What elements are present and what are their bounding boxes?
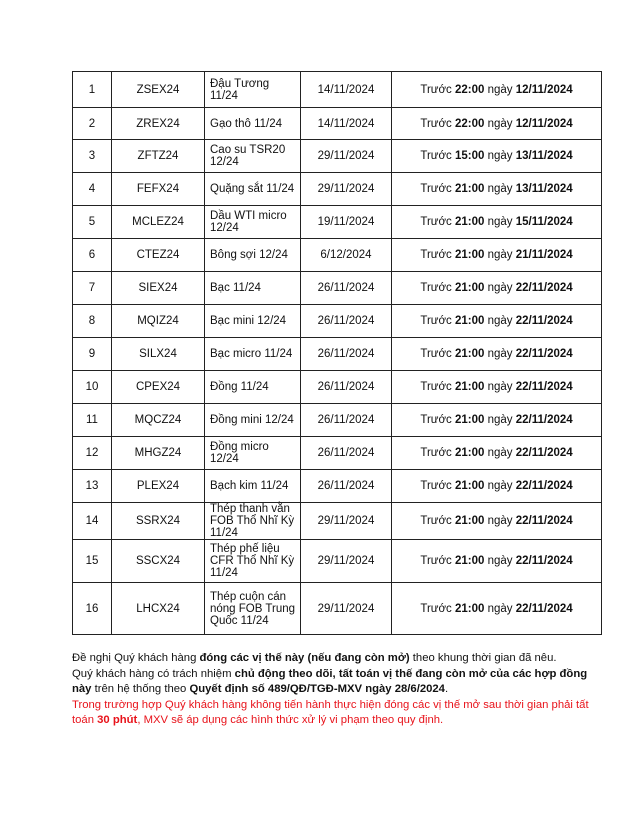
close-deadline: [392, 140, 602, 173]
deadline-prefix: Trước: [420, 150, 452, 162]
table-row: [73, 437, 602, 470]
deadline-day-word: ngày: [487, 282, 513, 294]
last-trading-date: 26/11/2024: [301, 272, 392, 305]
commodity-name: Thép thanh vằn FOB Thổ Nhĩ Kỳ 11/24: [205, 503, 301, 540]
row-number: 5: [73, 206, 112, 239]
note-close-positions: [72, 651, 608, 667]
contract-code: CPEX24: [112, 371, 205, 404]
close-deadline: [392, 503, 602, 540]
last-trading-date: 26/11/2024: [301, 305, 392, 338]
last-trading-date: 29/11/2024: [301, 583, 392, 635]
deadline-prefix: Trước: [420, 447, 452, 459]
row-number: 6: [73, 239, 112, 272]
contract-code: MHGZ24: [112, 437, 205, 470]
deadline-time: 21:00: [454, 249, 485, 261]
table-row: [73, 206, 602, 239]
last-trading-date: 29/11/2024: [301, 140, 392, 173]
note-bold-text: 30 phút: [97, 714, 138, 727]
deadline-date: 22/11/2024: [515, 414, 573, 426]
deadline-date: 13/11/2024: [515, 150, 573, 162]
contract-code: MCLEZ24: [112, 206, 205, 239]
contract-code: ZREX24: [112, 108, 205, 140]
row-number: 12: [73, 437, 112, 470]
deadline-day-word: ngày: [487, 183, 513, 195]
table-row: [73, 503, 602, 540]
deadline-prefix: Trước: [420, 183, 452, 195]
close-deadline: [392, 437, 602, 470]
deadline-time: 21:00: [454, 602, 485, 615]
commodity-name: Đồng mini 12/24: [205, 404, 301, 437]
close-deadline: [392, 338, 602, 371]
contract-code: SSCX24: [112, 540, 205, 583]
note-text: Trong trường hợp Quý khách hàng không tiến hành thực hiện đóng các vị thế mở sau thời gian phải tất toán: [72, 698, 589, 727]
contract-code: ZFTZ24: [112, 140, 205, 173]
row-number: 4: [73, 173, 112, 206]
deadline-day-word: ngày: [487, 515, 513, 527]
deadline-day-word: ngày: [487, 555, 513, 567]
commodity-name: Thép phế liệu CFR Thổ Nhĩ Kỳ 11/24: [205, 540, 301, 583]
notes-section: [72, 651, 608, 729]
deadline-time: 15:00: [454, 150, 485, 162]
row-number: 11: [73, 404, 112, 437]
deadline-date: 22/11/2024: [515, 348, 573, 360]
commodity-name: Bạch kim 11/24: [205, 470, 301, 503]
table-row: [73, 72, 602, 108]
last-trading-date: 14/11/2024: [301, 108, 392, 140]
note-text: trên hệ thống theo: [91, 683, 190, 696]
deadline-day-word: ngày: [487, 414, 513, 426]
table-row: [73, 173, 602, 206]
contract-code: CTEZ24: [112, 239, 205, 272]
commodity-name: Bông sợi 12/24: [205, 239, 301, 272]
deadline-prefix: Trước: [420, 555, 452, 567]
table-row: [73, 540, 602, 583]
close-deadline: [392, 540, 602, 583]
deadline-prefix: Trước: [420, 117, 452, 130]
close-deadline: [392, 470, 602, 503]
row-number: 7: [73, 272, 112, 305]
close-deadline: [392, 583, 602, 635]
deadline-time: 22:00: [454, 117, 485, 130]
row-number: 10: [73, 371, 112, 404]
deadline-day-word: ngày: [487, 216, 513, 228]
contract-code: ZSEX24: [112, 72, 205, 108]
deadline-day-word: ngày: [487, 348, 513, 360]
deadline-day-word: ngày: [487, 249, 513, 261]
close-deadline: [392, 371, 602, 404]
deadline-time: 21:00: [454, 315, 485, 327]
deadline-time: 21:00: [454, 480, 485, 492]
commodity-name: Bạc micro 11/24: [205, 338, 301, 371]
close-deadline: [392, 404, 602, 437]
deadline-time: 21:00: [454, 348, 485, 360]
close-deadline: [392, 239, 602, 272]
deadline-time: 21:00: [454, 515, 485, 527]
last-trading-date: 26/11/2024: [301, 338, 392, 371]
last-trading-date: 14/11/2024: [301, 72, 392, 108]
deadline-date: 22/11/2024: [515, 315, 573, 327]
row-number: 13: [73, 470, 112, 503]
deadline-day-word: ngày: [487, 381, 513, 393]
table-row: [73, 108, 602, 140]
note-bold-text: đóng các vị thế này (nếu đang còn mở): [199, 652, 410, 664]
deadline-prefix: Trước: [420, 515, 452, 527]
commodity-name: Đồng 11/24: [205, 371, 301, 404]
note-text: , MXV sẽ áp dụng các hình thức xử lý vi phạm theo quy định.: [137, 714, 444, 727]
table-row: [73, 140, 602, 173]
row-number: 15: [73, 540, 112, 583]
deadline-time: 21:00: [454, 381, 485, 393]
deadline-prefix: Trước: [420, 315, 452, 327]
last-trading-date: 26/11/2024: [301, 470, 392, 503]
deadline-date: 12/11/2024: [515, 83, 573, 96]
note-text: theo khung thời gian đã nêu.: [409, 652, 557, 664]
deadline-time: 21:00: [454, 414, 485, 426]
commodity-name: Quặng sắt 11/24: [205, 173, 301, 206]
deadline-date: 22/11/2024: [515, 480, 573, 492]
contract-code: SILX24: [112, 338, 205, 371]
deadline-date: 22/11/2024: [515, 602, 573, 615]
table-body: [73, 72, 602, 635]
deadline-day-word: ngày: [487, 83, 513, 96]
last-trading-date: 6/12/2024: [301, 239, 392, 272]
deadline-prefix: Trước: [420, 602, 452, 615]
contract-code: MQCZ24: [112, 404, 205, 437]
table-row: [73, 371, 602, 404]
note-responsibility: [72, 667, 608, 698]
deadline-date: 12/11/2024: [515, 117, 573, 130]
deadline-day-word: ngày: [487, 315, 513, 327]
contract-code: PLEX24: [112, 470, 205, 503]
commodity-name: Dầu WTI micro 12/24: [205, 206, 301, 239]
last-trading-date: 19/11/2024: [301, 206, 392, 239]
deadline-date: 21/11/2024: [515, 249, 573, 261]
deadline-day-word: ngày: [487, 150, 513, 162]
deadline-prefix: Trước: [420, 480, 452, 492]
table-row: [73, 404, 602, 437]
commodity-name: Cao su TSR20 12/24: [205, 140, 301, 173]
deadline-date: 22/11/2024: [515, 555, 573, 567]
deadline-prefix: Trước: [420, 414, 452, 426]
contract-code: SIEX24: [112, 272, 205, 305]
row-number: 16: [73, 583, 112, 635]
table-row: [73, 305, 602, 338]
deadline-time: 21:00: [454, 282, 485, 294]
delivery-deadline-table: [72, 71, 602, 635]
row-number: 14: [73, 503, 112, 540]
last-trading-date: 29/11/2024: [301, 503, 392, 540]
note-bold-text: chủ động theo dõi, tất toán vị thế đang còn mở của các hợp đồng này: [72, 667, 588, 696]
row-number: 3: [73, 140, 112, 173]
close-deadline: [392, 173, 602, 206]
note-text: Quý khách hàng có trách nhiệm: [72, 667, 235, 680]
deadline-day-word: ngày: [487, 447, 513, 459]
deadline-date: 22/11/2024: [515, 381, 573, 393]
row-number: 9: [73, 338, 112, 371]
deadline-time: 22:00: [454, 83, 485, 96]
commodity-name: Đồng micro 12/24: [205, 437, 301, 470]
deadline-time: 21:00: [454, 216, 485, 228]
last-trading-date: 26/11/2024: [301, 404, 392, 437]
close-deadline: [392, 272, 602, 305]
deadline-prefix: Trước: [420, 282, 452, 294]
deadline-day-word: ngày: [487, 480, 513, 492]
note-text: Đề nghị Quý khách hàng: [72, 652, 200, 664]
decision-reference: Quyết định số 489/QĐ/TGĐ-MXV ngày 28/6/2024: [189, 683, 445, 696]
commodity-name: Thép cuộn cán nóng FOB Trung Quốc 11/24: [205, 583, 301, 635]
deadline-time: 21:00: [454, 447, 485, 459]
close-deadline: [392, 72, 602, 108]
deadline-prefix: Trước: [420, 381, 452, 393]
last-trading-date: 26/11/2024: [301, 371, 392, 404]
close-deadline: [392, 305, 602, 338]
row-number: 1: [73, 72, 112, 108]
last-trading-date: 29/11/2024: [301, 540, 392, 583]
deadline-time: 21:00: [454, 555, 485, 567]
deadline-prefix: Trước: [420, 216, 452, 228]
deadline-prefix: Trước: [420, 249, 452, 261]
deadline-prefix: Trước: [420, 348, 452, 360]
commodity-name: Gạo thô 11/24: [205, 108, 301, 140]
table-row: [73, 272, 602, 305]
table-row: [73, 470, 602, 503]
last-trading-date: 29/11/2024: [301, 173, 392, 206]
deadline-date: 22/11/2024: [515, 282, 573, 294]
commodity-name: Bạc 11/24: [205, 272, 301, 305]
close-deadline: [392, 108, 602, 140]
deadline-day-word: ngày: [487, 117, 513, 130]
deadline-date: 13/11/2024: [515, 183, 573, 195]
contract-code: SSRX24: [112, 503, 205, 540]
contract-code: FEFX24: [112, 173, 205, 206]
row-number: 2: [73, 108, 112, 140]
contract-code: LHCX24: [112, 583, 205, 635]
table-row: [73, 583, 602, 635]
commodity-name: Bạc mini 12/24: [205, 305, 301, 338]
deadline-date: 22/11/2024: [515, 447, 573, 459]
close-deadline: [392, 206, 602, 239]
deadline-time: 21:00: [454, 183, 485, 195]
deadline-prefix: Trước: [420, 83, 452, 96]
contract-code: MQIZ24: [112, 305, 205, 338]
table-row: [73, 338, 602, 371]
row-number: 8: [73, 305, 112, 338]
deadline-date: 22/11/2024: [515, 515, 573, 527]
commodity-name: Đậu Tương 11/24: [205, 72, 301, 108]
table-row: [73, 239, 602, 272]
deadline-day-word: ngày: [487, 602, 513, 615]
note-text: .: [444, 683, 449, 696]
deadline-date: 15/11/2024: [515, 216, 573, 228]
note-violation-warning: [72, 698, 608, 729]
last-trading-date: 26/11/2024: [301, 437, 392, 470]
